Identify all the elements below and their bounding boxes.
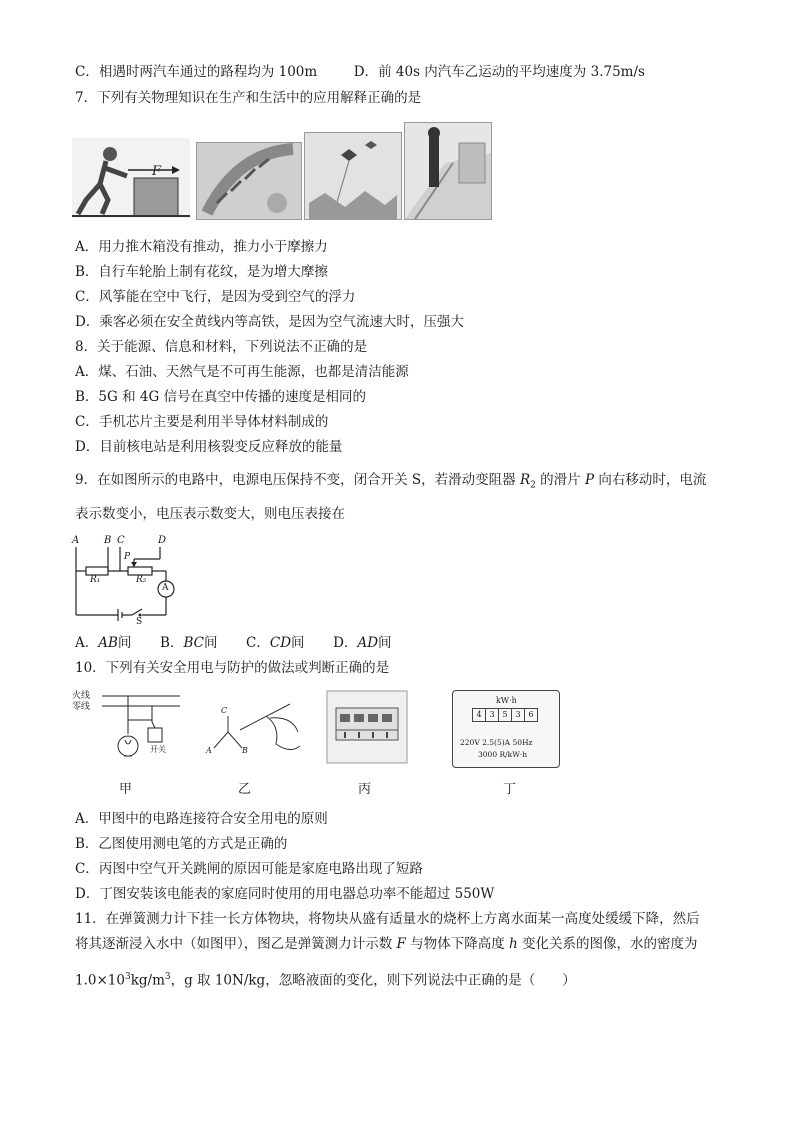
meter-digit-window bbox=[472, 708, 538, 722]
q7-option-a: A．用力推木箱没有推动，推力小于摩擦力 bbox=[75, 239, 328, 255]
q9-option-b-suffix: 间 bbox=[203, 635, 218, 651]
q9-option-c-value: CD bbox=[269, 635, 292, 651]
q9-option-d-value: AD bbox=[357, 635, 379, 651]
q10-option-d: D．丁图安装该电能表的家庭同时使用的用电器总功率不能超过 550W bbox=[75, 886, 495, 902]
q10-stem: 10．下列有关安全用电与防护的做法或判断正确的是 bbox=[75, 660, 390, 676]
caption-jia: 甲 bbox=[119, 782, 133, 797]
q11-line2-text-a: 将其逐渐浸入水中（如图甲），图乙是弹簧测力计示数 bbox=[75, 936, 393, 952]
circuit-label-d: D bbox=[158, 535, 167, 546]
q9-stem-text-b: 的滑片 bbox=[540, 472, 581, 488]
q9-option-a-value: AB bbox=[98, 635, 118, 651]
q9-stem-text-a: 9．在如图所示的电路中，电源电压保持不变，闭合开关 S，若滑动变阻器 bbox=[75, 472, 516, 488]
ammeter-label: A bbox=[162, 583, 169, 593]
q9-option-a-suffix: 间 bbox=[117, 635, 132, 651]
circuit-label-a: A bbox=[72, 535, 80, 546]
q11-stem-line3 bbox=[75, 968, 576, 990]
q9-option-c-letter: C． bbox=[246, 635, 270, 651]
q9-stem-line2: 表示数变小，电压表示数变大，则电压表接在 bbox=[75, 506, 345, 522]
q8-option-c: C．手机芯片主要是利用半导体材料制成的 bbox=[75, 414, 329, 430]
water-density-unit-exponent: 3 bbox=[164, 972, 171, 982]
q9-option-d bbox=[333, 635, 391, 651]
q6-options-cd bbox=[75, 63, 645, 81]
q11-stem-line2 bbox=[75, 935, 698, 953]
q6-option-d: D．前 40s 内汽车乙运动的平均速度为 3.75m/s bbox=[353, 64, 645, 80]
q9-option-a-letter: A． bbox=[75, 635, 99, 651]
q11-line2-text-b: 与物体下降高度 bbox=[410, 936, 505, 952]
tester-label-a: A bbox=[206, 746, 212, 755]
q9-circuit-diagram bbox=[70, 535, 180, 627]
q7-option-b: B．自行车轮胎上制有花纹，是为增大摩擦 bbox=[75, 264, 328, 280]
q10-figure-bing bbox=[326, 690, 408, 764]
q9-options bbox=[75, 634, 392, 652]
circuit-label-r1: R₁ bbox=[90, 575, 101, 585]
circuit-label-c: C bbox=[117, 535, 125, 546]
circuit-label-s: S bbox=[136, 617, 143, 627]
q9-option-c-suffix: 间 bbox=[291, 635, 305, 651]
train-platform-photo bbox=[404, 122, 492, 220]
caption-bing: 丙 bbox=[358, 782, 372, 797]
meter-rate-label: 3000 R/kW·h bbox=[478, 750, 528, 759]
q9-stem-text-c: 向右移动时，电流 bbox=[598, 472, 707, 488]
kite-photo bbox=[304, 132, 402, 220]
pushing-box-image bbox=[72, 138, 190, 218]
force-label-f: F bbox=[152, 164, 162, 179]
q9-option-d-letter: D． bbox=[333, 635, 358, 651]
q10-figure-ding-meter bbox=[452, 690, 560, 768]
q11-line3-rest: ，g 取 10N/kg，忽略液面的变化，则下列说法中正确的是（ ） bbox=[170, 972, 576, 989]
q9-option-b-letter: B． bbox=[160, 635, 184, 651]
meter-digit: 3 bbox=[512, 709, 525, 721]
tester-label-c: C bbox=[221, 706, 228, 715]
switch-label: 开关 bbox=[150, 745, 166, 754]
q8-option-b: B．5G 和 4G 信号在真空中传播的速度是相同的 bbox=[75, 389, 367, 405]
q9-p-symbol: P bbox=[584, 472, 595, 488]
q6-option-c: C．相遇时两汽车通过的路程均为 100m bbox=[75, 64, 318, 80]
q11-h-symbol: h bbox=[509, 936, 518, 952]
q7-stem: 7．下列有关物理知识在生产和生活中的应用解释正确的是 bbox=[75, 90, 422, 106]
q9-option-b bbox=[160, 635, 217, 651]
meter-digit: 4 bbox=[473, 709, 486, 721]
q9-option-a bbox=[75, 635, 131, 651]
circuit-label-p: P bbox=[124, 552, 131, 562]
q10-option-c: C．丙图中空气开关跳闸的原因可能是家庭电路出现了短路 bbox=[75, 861, 423, 877]
q9-r2-subscript: 2 bbox=[530, 480, 536, 491]
tester-label-b: B bbox=[242, 746, 248, 755]
q9-stem-line1 bbox=[75, 471, 706, 495]
caption-ding: 丁 bbox=[503, 782, 517, 797]
circuit-label-r2: R₂ bbox=[136, 575, 147, 585]
q9-option-c bbox=[246, 635, 305, 651]
meter-digit: 3 bbox=[486, 709, 499, 721]
q7-figure-strip bbox=[72, 120, 492, 220]
live-wire-label: 火线 bbox=[72, 691, 91, 701]
q10-option-b: B．乙图使用测电笔的方式是正确的 bbox=[75, 836, 288, 852]
q8-stem: 8．关于能源、信息和材料，下列说法不正确的是 bbox=[75, 339, 368, 355]
meter-digit: 6 bbox=[528, 710, 534, 719]
q9-option-d-suffix: 间 bbox=[378, 635, 392, 651]
q10-option-a: A．甲图中的电路连接符合安全用电的原则 bbox=[75, 811, 328, 827]
q9-r2-symbol: R bbox=[519, 472, 531, 488]
q8-option-a: A．煤、石油、天然气是不可再生能源，也都是清洁能源 bbox=[75, 364, 409, 380]
q8-option-d: D．目前核电站是利用核裂变反应释放的能量 bbox=[75, 439, 343, 455]
meter-digit: 5 bbox=[499, 709, 512, 721]
q10-figure-yi bbox=[200, 696, 304, 762]
water-density-number: 1.0×10 bbox=[75, 972, 125, 989]
neutral-wire-label: 零线 bbox=[72, 702, 91, 712]
q11-stem-line1: 11．在弹簧测力计下挂一长方体物块，将物块从盛有适量水的烧杯上方离水面某一高度处缓缓下降，然后 bbox=[75, 911, 700, 927]
q9-option-b-value: BC bbox=[183, 635, 204, 651]
q7-option-d: D．乘客必须在安全黄线内等高铁，是因为空气流速大时，压强大 bbox=[75, 314, 464, 330]
q10-figure-jia bbox=[72, 690, 182, 770]
circuit-label-b: B bbox=[104, 535, 112, 546]
meter-unit-label: kW·h bbox=[496, 696, 517, 705]
q11-line2-text-c: 变化关系的图像，水的密度为 bbox=[522, 936, 698, 952]
caption-yi: 乙 bbox=[238, 782, 252, 797]
q7-option-c: C．风筝能在空中飞行，是因为受到空气的浮力 bbox=[75, 289, 356, 305]
water-density-exponent: 3 bbox=[124, 972, 131, 982]
water-density-unit: kg/m bbox=[130, 972, 165, 989]
q11-f-symbol: F bbox=[396, 936, 406, 952]
bicycle-tire-photo bbox=[196, 142, 302, 220]
meter-spec-label: 220V 2.5(5)A 50Hz bbox=[460, 738, 533, 747]
